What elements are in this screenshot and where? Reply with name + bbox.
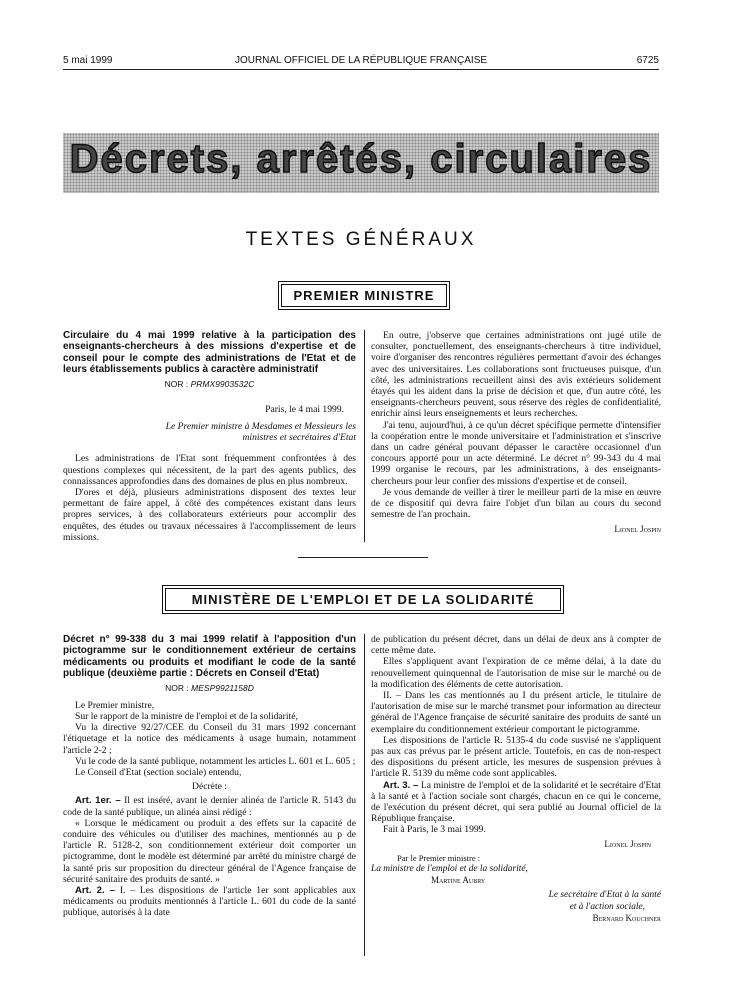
article-2: Art. 2. – I. – Les dispositions de l'article 1er sont applicables aux médicaments ou produits mentionnés à l'article L. 601 du code de la santé publique, autorisés à la date (63, 885, 356, 919)
paragraph: Je vous demande de veiller à tirer le meilleur parti de la mise en œuvre de ce dispositif qui devra faire l'objet d'un bilan au cours du second semestre de l'an prochain. (371, 486, 661, 521)
ministre-title: La ministre de l'emploi et de la solidarité, (371, 864, 528, 875)
header-rule (63, 69, 659, 70)
circulaire-signature: Lionel Jospin (614, 524, 661, 535)
circulaire-left-body (63, 453, 356, 543)
circulaire-title: Circulaire du 4 mai 1999 relative à la participation des enseignants-chercheurs à des missions d'expertise et de conseil pour le compte des administrations de l'Etat et de leurs établissements publics à caractère administratif (63, 330, 356, 376)
decrete: Décrète : (192, 781, 227, 793)
decret-nor: NOR : MESP9921158D (165, 682, 254, 693)
par-le-premier-ministre: Par le Premier ministre : (397, 852, 481, 863)
running-head (63, 55, 659, 69)
circulaire-nor: NOR : PRMX9903532C (164, 378, 255, 389)
header-journal: JOURNAL OFFICIEL DE LA RÉPUBLIQUE FRANÇAISE (234, 55, 488, 66)
paragraph: Le Conseil d'Etat (section sociale) entendu, (75, 767, 242, 779)
premier-right-column (371, 330, 661, 536)
paragraph: Sur le rapport de la ministre de l'emploi et de la solidarité, (75, 711, 298, 723)
section-banner (63, 133, 659, 193)
circulaire-addressee: Le Premier ministre à Mesdames et Messieurs les ministres et secrétaires d'Etat (165, 421, 356, 444)
signature-premier-ministre: Lionel Jospin (604, 838, 651, 849)
header-page-number: 6725 (636, 55, 659, 66)
secretaire-name: Bernard Kouchner (592, 912, 661, 923)
paragraph: En outre, j'observe que certaines administrations ont jugé utile de consulter, ponctuellement, des enseignants-chercheurs à titre individuel, voire d'organiser des rencontres régulières permettant d'avoir des échanges avec des universitaires. Les collaborations sont fructueuses puisque, d'un côté, les administrations recueillent ainsi des avis extérieurs solidement étayés qui les aident dans la prise de décision et que, d'un autre côté, les enseignants-chercheurs peuvent, sous réserve des règles de confidentialité, enrichir ainsi leurs enseignements et leurs recherches. (371, 330, 661, 420)
ministre-name: Martine Aubry (431, 875, 486, 886)
paragraph: Vu la directive 92/27/CEE du Conseil du 31 mars 1992 concernant l'étiquetage et la notice des médicaments à usage humain, notamment l'article 2-2 ; (63, 722, 356, 756)
column-divider (364, 330, 365, 542)
article-3: Art. 3. – La ministre de l'emploi et de la solidarité et le secrétaire d'Etat à la santé et à l'action sociale sont chargés, chacun en ce qui le concerne, de l'exécution du présent décret, qui sera publié au Journal officiel de la République française. (371, 779, 661, 825)
paragraph: II. – Dans les cas mentionnés au I du présent article, le titulaire de l'autorisation de mise sur le marché transmet pour information au directeur général de l'Agence française de sécurité sanitaire des produits de santé un exemplaire du conditionnement extérieur comportant le pictogramme. (371, 690, 661, 735)
emploi-left-column (63, 634, 356, 919)
premier-ministre-heading: PREMIER MINISTRE (278, 281, 450, 310)
banner-title: Décrets, arrêtés, circulaires (69, 137, 653, 181)
circulaire-place-date: Paris, le 4 mai 1999. (265, 403, 344, 415)
header-date: 5 mai 1999 (63, 55, 113, 66)
paragraph: Les administrations de l'Etat sont fréquemment confrontées à des questions complexes qui nécessitent, de la part des agents publics, des connaissances approfondies dans des domaines de plus en plus nombreux. (63, 453, 356, 487)
paragraph: D'ores et déjà, plusieurs administrations disposent des textes leur permettant de faire appel, à côté des compétences existant dans leurs propres services, à des collaborateurs extérieurs pour accomplir des enquêtes, des études ou travaux nécessaires à l'accomplissement de leurs missions. (63, 487, 356, 543)
premier-left-column (63, 330, 356, 543)
secretaire-title-line2: et à l'action sociale, (569, 901, 645, 912)
paragraph: Le Premier ministre, (75, 699, 155, 711)
article-1: Art. 1er. – Il est inséré, avant le dernier alinéa de l'article R. 5143 du code de la santé publique, un alinéa ainsi rédigé : (63, 795, 356, 818)
done-at: Fait à Paris, le 3 mai 1999. (383, 824, 486, 836)
paragraph: Elles s'appliquent avant l'expiration de ce même délai, à la date du renouvellement quinquennal de l'autorisation de mise sur le marché ou de la modification des éléments de cette autorisation. (371, 656, 661, 690)
paragraph: Les dispositions de l'article R. 5135-4 du code susvisé ne s'appliquent pas aux cas prévus par le présent article. Toutefois, en cas de non-respect des dispositions du présent article, les mesures de suspension prévues à l'article R. 5139 du même code sont applicables. (371, 734, 661, 780)
separator-rule (298, 557, 428, 558)
paragraph: J'ai tenu, aujourd'hui, à ce qu'un décret spécifique permette d'intensifier la coopération entre le monde universitaire et l'administration et s'inscrive dans un cadre général pouvant dépasser le caractère occasionnel d'un concours apporté pour un acte déterminé. Le décret n° 99-343 du 4 mai 1999 organise le recours, par les administrations, à des enseignants-chercheurs pour leur confier des missions d'expertise et de conseil. (371, 419, 661, 487)
decret-title: Décret n° 99-338 du 3 mai 1999 relatif à l'apposition d'un pictogramme sur le conditionnement extérieur de certains médicaments ou produits et modifiant le code de la santé publique (deuxième partie : Décrets en Conseil d'Etat) (63, 634, 356, 680)
emploi-right-column (371, 634, 661, 924)
paragraph: de publication du présent décret, dans un délai de deux ans à compter de cette même date. (371, 634, 661, 657)
article-1-quote: « Lorsque le médicament ou produit a des effets sur la capacité de conduire des véhicules ou d'utiliser des machines, mentionnés au p de l'article R. 5128-2, son conditionnement extérieur doit comporter un pictogramme, dont le modèle est déterminé par arrêté du ministre chargé de la santé pris sur proposition du directeur général de l'Agence française de sécurité sanitaire des produits de santé. » (63, 817, 356, 885)
ministere-emploi-heading: MINISTÈRE DE L'EMPLOI ET DE LA SOLIDARITÉ (162, 585, 564, 614)
secretaire-title-line1: Le secrétaire d'Etat à la santé (548, 890, 661, 901)
column-divider (364, 634, 365, 956)
paragraph: Vu le code de la santé publique, notamment les articles L. 601 et L. 605 ; (75, 755, 356, 767)
section-title: TEXTES GÉNÉRAUX (245, 229, 477, 250)
